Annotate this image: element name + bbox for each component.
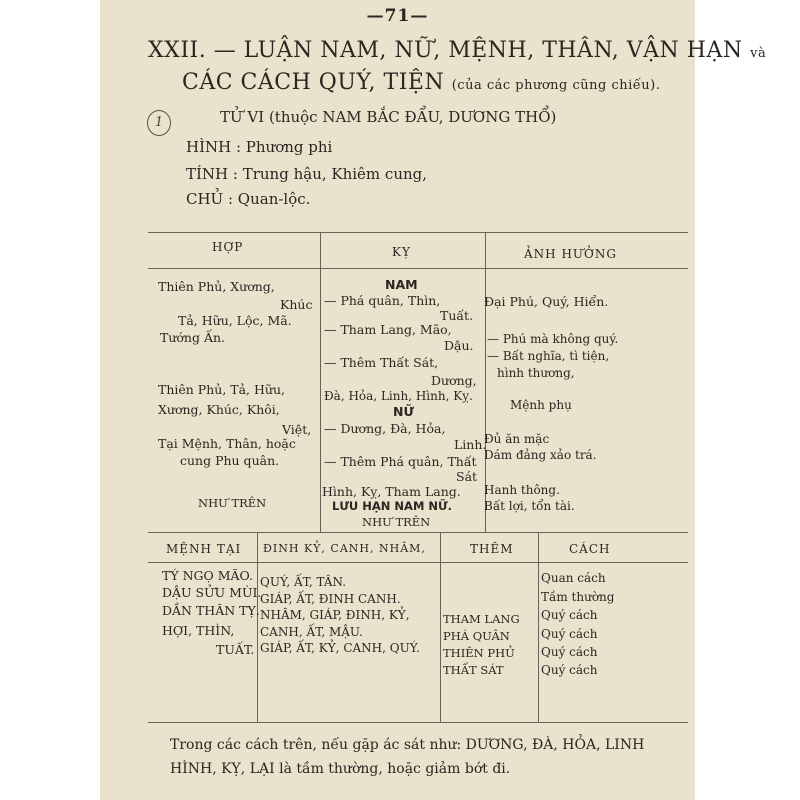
section-heading-line2 [182, 70, 660, 95]
dinh-ky-cell: CANH, ẤT, MẬU. [260, 625, 363, 639]
dinh-ky-cell: GIÁP, ẤT, ĐINH CANH. [260, 592, 401, 606]
ky-cell: — Thêm Phá quân, Thất [324, 454, 477, 469]
table2-bottom-rule [148, 722, 688, 723]
cach-cell: Quý cách [541, 608, 598, 622]
book-page [100, 0, 767, 800]
intro-hinh: HÌNH : Phương phi [186, 138, 333, 156]
table2-top-rule [148, 532, 688, 533]
hop-cell: Thiên Phủ, Tả, Hữu, [158, 382, 285, 397]
cach-cell: Tầm thường [541, 590, 615, 604]
table2-header-menh-tai: MỆNH TẠI [166, 542, 242, 556]
anh-huong-cell: — Phú mà không quý. [487, 332, 619, 346]
table2-header-cach: CÁCH [569, 542, 611, 556]
table1-top-rule [148, 232, 688, 233]
anh-huong-cell: hình thương, [497, 366, 575, 380]
ky-cell: — Tham Lang, Mão, [324, 322, 452, 337]
intro-tinh: TÍNH : Trung hậu, Khiêm cung, [186, 165, 428, 183]
ky-cell: Đà, Hỏa, Linh, Hình, Kỵ. [324, 389, 473, 403]
hop-cell: Thiên Phủ, Xương, [158, 279, 275, 294]
table2-header-them: THÊM [470, 542, 514, 556]
ky-cell: — Thêm Thất Sát, [324, 355, 439, 370]
table2-col-divider-1 [257, 532, 258, 722]
menh-tai-cell: TUẤT. [216, 642, 255, 657]
ky-cell: Tuất. [440, 308, 474, 323]
table2-col-divider-3 [538, 532, 539, 722]
ky-cell: — Phá quân, Thìn, [324, 293, 441, 308]
hop-cell: Tại Mệnh, Thân, hoặc [158, 436, 296, 451]
them-cell: THẤT SÁT [443, 663, 504, 677]
ky-cell: Dương, [431, 373, 477, 388]
menh-tai-cell: TÝ NGỌ MÃO. [162, 568, 254, 583]
ky-cell: NHƯ TRÊN [362, 515, 431, 529]
table2-header-dinh-ky: ĐINH KỶ, CANH, NHÂM, [263, 542, 426, 555]
dinh-ky-cell: QUÝ, ẤT, TÂN. [260, 575, 347, 589]
ky-cell: Dậu. [444, 338, 474, 353]
menh-tai-cell: DẬU SỬU MÙI. [162, 585, 262, 600]
table1-header-hop: HỢP [212, 240, 244, 254]
intro-chu: CHỦ : Quan-lộc. [186, 190, 311, 208]
heading-line1-small: và [750, 46, 767, 61]
heading-line2-text: CÁC CÁCH QUÝ, TIỆN [182, 70, 445, 95]
table1-header-rule [148, 268, 688, 269]
anh-huong-cell: Bất lợi, tổn tài. [484, 499, 575, 513]
cach-cell: Quý cách [541, 627, 598, 641]
dinh-ky-cell: GIÁP, ẤT, KỶ, CANH, QUÝ. [260, 641, 420, 655]
hop-cell: NHƯ TRÊN [198, 496, 267, 510]
table1-col-divider-1 [320, 232, 321, 532]
ky-cell: Hình, Kỵ, Tham Lang. [322, 484, 461, 499]
cach-cell: Quan cách [541, 571, 606, 585]
page-number: —71— [366, 6, 429, 26]
heading-line1-text: XXII. — LUẬN NAM, NỮ, MỆNH, THÂN, VẬN HẠN [148, 38, 743, 63]
section-heading-line1 [148, 38, 766, 63]
hop-cell: Việt, [282, 422, 312, 437]
heading-line2-small: (của các phương cũng chiếu). [451, 78, 661, 93]
table1-header-anh-huong: ẢNH HƯỞNG [524, 247, 617, 261]
cach-cell: Quý cách [541, 663, 598, 677]
table1-header-ky: KỴ [392, 245, 411, 259]
hop-cell: Tả, Hữu, Lộc, Mã. [178, 313, 292, 328]
ky-cell: NỮ [393, 404, 414, 419]
handwritten-margin-note: 1 [147, 110, 171, 136]
table2-header-rule [148, 562, 688, 563]
footer-line2: HÌNH, KỴ, LẠI là tầm thường, hoặc giảm bớt đi. [170, 761, 511, 777]
them-cell: THIÊN PHỦ [443, 646, 515, 660]
them-cell: PHÁ QUÂN [443, 629, 510, 643]
menh-tai-cell: HỢI, THÌN, [162, 623, 235, 638]
intro-tu-vi: TỬ VI (thuộc NAM BẮC ĐẨU, DƯƠNG THỔ) [220, 108, 557, 126]
dinh-ky-cell: NHÂM, GIÁP, ĐINH, KỶ, [260, 608, 410, 622]
menh-tai-cell: DẦN THÂN TỴ. [162, 603, 260, 618]
anh-huong-cell: Đủ ăn mặc [484, 432, 550, 446]
ky-cell: LƯU HẠN NAM NỮ. [332, 499, 453, 513]
anh-huong-cell: Hanh thông. [484, 483, 560, 497]
cach-cell: Quý cách [541, 645, 598, 659]
ky-cell: Linh. [454, 437, 487, 452]
ky-cell: NAM [385, 277, 418, 292]
them-cell: THAM LANG [443, 612, 520, 626]
footer-line1: Trong các cách trên, nếu gặp ác sát như: DƯƠNG, ĐÀ, HỎA, LINH [170, 737, 645, 753]
hop-cell: Xương, Khúc, Khôi, [158, 402, 280, 417]
anh-huong-cell: — Bất nghĩa, tì tiện, [487, 349, 610, 363]
anh-huong-cell: Dám đảng xảo trá. [484, 448, 597, 462]
table2-col-divider-2 [440, 532, 441, 722]
anh-huong-cell: Mệnh phụ [510, 398, 572, 412]
anh-huong-cell: Đại Phú, Quý, Hiển. [484, 294, 609, 309]
hop-cell: Tướng Ấn. [160, 330, 225, 345]
hop-cell: Khúc [280, 297, 313, 312]
ky-cell: Sát [456, 469, 478, 484]
ky-cell: — Dương, Đà, Hỏa, [324, 421, 446, 436]
hop-cell: cung Phu quân. [180, 453, 280, 468]
